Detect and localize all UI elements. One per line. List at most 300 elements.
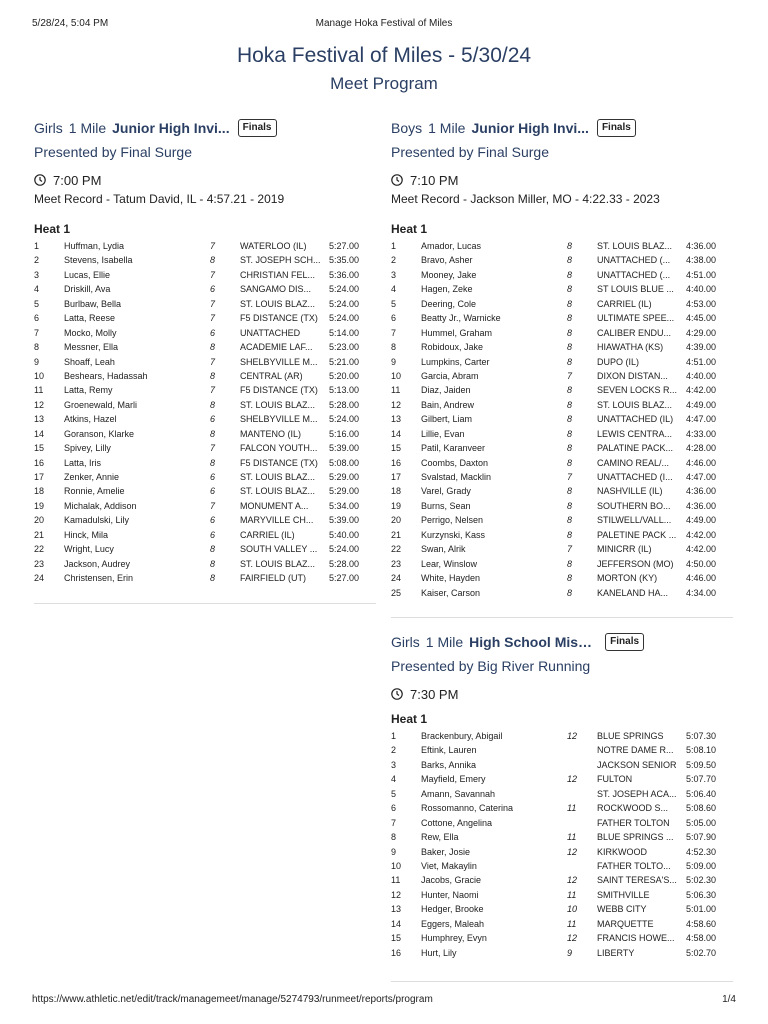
entry-seed: 4:36.00 [686, 486, 717, 497]
entry-seed: 5:06.30 [686, 889, 717, 900]
entry-name: Zenker, Annie [64, 472, 120, 482]
entry-place: 16 [34, 457, 45, 468]
entry-name: Amador, Lucas [421, 241, 482, 251]
event-girls-junior-high [34, 117, 376, 587]
event-sponsor: Presented by Final Surge [391, 144, 549, 160]
section-divider [34, 603, 376, 604]
entry-seed: 5:39.00 [329, 443, 360, 454]
entry-seed: 5:02.30 [686, 875, 717, 886]
entry-name: Varel, Grady [421, 486, 471, 497]
entry-seed: 5:13.00 [329, 385, 360, 396]
entry-row [34, 312, 376, 326]
entry-row [391, 860, 733, 874]
page-url: https://www.athletic.net/edit/track/managemeet/manage/5274793/runmeet/reports/program [32, 994, 433, 1005]
entry-seed: 5:36.00 [329, 269, 360, 280]
entry-place: 10 [391, 370, 402, 381]
entry-place: 24 [34, 573, 45, 584]
entry-place: 16 [391, 457, 402, 468]
entry-name: Eggers, Maleah [421, 918, 485, 929]
entry-grade: 8 [567, 241, 573, 251]
entry-name: Hummel, Graham [421, 327, 493, 338]
entry-seed: 4:42.00 [686, 529, 717, 540]
entry-name: Jacobs, Gracie [421, 875, 482, 886]
entry-team: CARRIEL (IL) [597, 298, 652, 309]
event-start-time: 7:30 PM [410, 686, 459, 702]
entry-grade: 7 [567, 370, 573, 381]
entry-grade: 8 [210, 342, 216, 353]
entry-row [391, 500, 733, 514]
entry-team: STILWELL/VALL... [597, 515, 672, 526]
entry-place: 17 [391, 472, 402, 482]
entry-place: 9 [34, 356, 40, 367]
entry-grade: 7 [210, 241, 216, 251]
entry-place: 1 [34, 241, 40, 251]
entry-seed: 5:05.00 [686, 817, 717, 828]
entry-seed: 5:07.70 [686, 774, 717, 785]
entry-name: Lear, Winslow [421, 558, 478, 569]
entry-grade: 11 [567, 918, 577, 929]
entry-team: UNATTACHED (IL) [597, 414, 674, 425]
heat-label: Heat 1 [391, 222, 428, 236]
entry-grade: 6 [210, 472, 216, 482]
entry-grade: 7 [567, 472, 573, 482]
entry-place: 13 [34, 414, 45, 425]
entry-seed: 4:40.00 [686, 370, 717, 381]
entry-seed: 5:08.10 [686, 745, 717, 756]
entry-seed: 5:23.00 [329, 342, 360, 353]
entry-grade: 8 [210, 573, 216, 584]
document-subtitle: Meet Program [330, 74, 438, 93]
entry-team: CENTRAL (AR) [240, 370, 303, 381]
entry-place: 12 [34, 399, 45, 410]
entry-row [391, 341, 733, 355]
entry-seed: 5:09.00 [686, 860, 717, 871]
entry-place: 15 [391, 933, 402, 944]
entry-team: FRANCIS HOWE... [597, 933, 675, 944]
entry-name: Mocko, Molly [64, 327, 117, 338]
entry-team: SMITHVILLE [597, 889, 650, 900]
entry-team: MARYVILLE CH... [240, 515, 314, 526]
entry-team: UNATTACHED (... [597, 255, 671, 266]
entry-seed: 5:24.00 [329, 284, 360, 295]
entry-row [34, 399, 376, 413]
entry-row [391, 428, 733, 442]
entry-name: Hagen, Zeke [421, 284, 473, 295]
entry-row [34, 500, 376, 514]
entry-seed: 4:52.30 [686, 846, 717, 857]
entry-place: 11 [391, 875, 401, 886]
entry-team: WEBB CITY [597, 904, 647, 915]
entry-team: CARRIEL (IL) [240, 529, 295, 540]
entry-seed: 5:24.00 [329, 414, 360, 425]
entry-grade: 6 [210, 414, 216, 425]
entry-team: ST. LOUIS BLAZ... [240, 298, 316, 309]
entry-name: Coombs, Daxton [421, 457, 489, 468]
entry-place: 5 [391, 298, 397, 309]
event-distance: 1 Mile [428, 120, 466, 136]
entry-grade: 8 [567, 529, 573, 540]
entry-seed: 4:39.00 [686, 342, 717, 353]
entry-grade: 8 [210, 558, 216, 569]
entry-row [34, 356, 376, 370]
entry-row [34, 341, 376, 355]
entry-place: 11 [391, 385, 401, 396]
event-time [391, 170, 733, 190]
entry-name: Cottone, Angelina [421, 817, 493, 828]
entry-row [391, 903, 733, 917]
entry-seed: 5:39.00 [329, 515, 360, 526]
entry-grade: 9 [567, 947, 573, 958]
entry-grade: 8 [210, 428, 216, 439]
entry-seed: 5:24.00 [329, 313, 360, 324]
entry-row [34, 572, 376, 586]
entry-name: Spivey, Lilly [64, 443, 111, 454]
entry-name: White, Hayden [421, 573, 481, 584]
entry-seed: 5:08.00 [329, 457, 360, 468]
entry-team: SAINT TERESA'S... [597, 875, 677, 886]
entry-row [34, 485, 376, 499]
entry-name: Humphrey, Evyn [421, 933, 487, 944]
entry-name: Hedger, Brooke [421, 904, 484, 915]
entry-row [34, 413, 376, 427]
entry-name: Mooney, Jake [421, 269, 477, 280]
entry-place: 20 [34, 515, 45, 526]
entry-name: Ronnie, Amelie [64, 486, 125, 497]
entry-grade: 7 [210, 356, 216, 367]
entry-place: 2 [391, 745, 397, 756]
entry-name: Atkins, Hazel [64, 414, 117, 425]
entry-team: ST. LOUIS BLAZ... [240, 472, 316, 482]
entry-place: 17 [34, 472, 45, 482]
entry-row [34, 514, 376, 528]
entry-row [391, 283, 733, 297]
clock-icon [391, 174, 403, 186]
entry-grade: 6 [210, 529, 216, 540]
entry-seed: 5:21.00 [329, 356, 360, 367]
entry-name: Hinck, Mila [64, 529, 109, 540]
entry-place: 24 [391, 573, 402, 584]
entry-name: Wright, Lucy [64, 544, 114, 555]
entry-team: NASHVILLE (IL) [597, 486, 663, 497]
entry-team: DUPO (IL) [597, 356, 640, 367]
entry-grade: 12 [567, 731, 578, 741]
entry-place: 13 [391, 904, 402, 915]
entry-name: Perrigo, Nelsen [421, 515, 484, 526]
entry-place: 11 [34, 385, 44, 396]
entry-place: 3 [391, 269, 397, 280]
entry-name: Lumpkins, Carter [421, 356, 490, 367]
entry-place: 8 [391, 342, 397, 353]
entry-row [34, 428, 376, 442]
entry-place: 12 [391, 399, 402, 410]
entry-place: 3 [34, 269, 40, 280]
entry-row [34, 283, 376, 297]
entry-grade: 8 [210, 255, 216, 266]
entry-name: Amann, Savannah [421, 788, 496, 799]
entry-team: CHRISTIAN FEL... [240, 269, 316, 280]
entry-team: ST. LOUIS BLAZ... [240, 486, 316, 497]
entry-seed: 5:27.00 [329, 241, 360, 251]
entry-seed: 5:14.00 [329, 327, 360, 338]
entry-place: 23 [391, 558, 402, 569]
entry-team: UNATTACHED (... [597, 269, 671, 280]
entry-row [391, 947, 733, 961]
entry-row [391, 874, 733, 888]
entry-team: LIBERTY [597, 947, 635, 958]
event-gender: Boys [391, 120, 423, 136]
entry-place: 6 [391, 803, 397, 814]
entry-grade: 8 [567, 255, 573, 266]
entry-place: 16 [391, 947, 402, 958]
entry-row [391, 356, 733, 370]
entry-place: 3 [391, 759, 397, 770]
entry-team: HIAWATHA (KS) [597, 342, 664, 353]
entry-row [391, 298, 733, 312]
entry-name: Beatty Jr., Warnicke [421, 313, 501, 324]
entry-place: 18 [391, 486, 402, 497]
entry-row [391, 918, 733, 932]
event-name: Junior High Invi... [471, 120, 589, 136]
entry-row [391, 817, 733, 831]
entry-row [34, 370, 376, 384]
event-name: High School Miss... [469, 634, 598, 650]
entry-place: 2 [34, 255, 40, 266]
entry-grade: 11 [567, 832, 577, 843]
entry-place: 10 [34, 370, 45, 381]
heat-label: Heat 1 [391, 712, 428, 726]
entry-name: Latta, Remy [64, 385, 113, 396]
entry-name: Robidoux, Jake [421, 342, 484, 353]
entry-name: Latta, Reese [64, 313, 116, 324]
entry-grade: 8 [567, 457, 573, 468]
entry-seed: 4:33.00 [686, 428, 717, 439]
entry-team: SEVEN LOCKS R... [597, 385, 678, 396]
entry-row [391, 932, 733, 946]
event-sponsor: Presented by Big River Running [391, 658, 591, 674]
entry-seed: 5:07.30 [686, 731, 717, 741]
entry-team: F5 DISTANCE (TX) [240, 385, 318, 396]
entry-row [391, 730, 733, 744]
entry-seed: 5:28.00 [329, 558, 360, 569]
entry-place: 9 [391, 846, 397, 857]
entry-row [34, 269, 376, 283]
entry-seed: 5:40.00 [329, 529, 360, 540]
entry-row [391, 254, 733, 268]
entry-grade: 6 [210, 486, 216, 497]
entry-seed: 5:27.00 [329, 573, 360, 584]
entry-seed: 4:46.00 [686, 457, 717, 468]
finals-badge: Finals [238, 119, 277, 137]
entry-grade: 8 [567, 327, 573, 338]
entry-row [391, 558, 733, 572]
entry-place: 19 [391, 500, 402, 511]
entry-seed: 5:24.00 [329, 544, 360, 555]
entry-team: UNATTACHED [240, 327, 301, 338]
entry-place: 6 [34, 313, 40, 324]
entry-team: FAIRFIELD (UT) [240, 573, 307, 584]
entry-grade: 8 [567, 414, 573, 425]
entry-name: Swan, Alrik [421, 544, 466, 555]
entry-grade: 6 [210, 327, 216, 338]
entry-grade: 12 [567, 846, 578, 857]
entry-place: 10 [391, 860, 402, 871]
entry-team: SOUTH VALLEY ... [240, 544, 318, 555]
entry-row [34, 529, 376, 543]
entry-team: NOTRE DAME R... [597, 745, 674, 756]
entry-row [391, 240, 733, 254]
entry-place: 14 [391, 918, 402, 929]
entry-grade: 8 [567, 399, 573, 410]
entry-name: Svalstad, Macklin [421, 472, 492, 482]
entry-seed: 4:46.00 [686, 573, 717, 584]
entry-grade: 7 [210, 313, 216, 324]
entry-seed: 4:47.00 [686, 414, 717, 425]
entry-name: Garcia, Abram [421, 370, 479, 381]
entry-row [391, 773, 733, 787]
clock-icon [391, 688, 403, 700]
entry-row [34, 543, 376, 557]
entry-place: 7 [391, 327, 397, 338]
event-distance: 1 Mile [68, 120, 107, 136]
entry-seed: 5:28.00 [329, 399, 360, 410]
entry-name: Shoaff, Leah [64, 356, 115, 367]
entry-name: Mayfield, Emery [421, 774, 486, 785]
entry-team: ACADEMIE LAF... [240, 342, 313, 353]
entry-team: PALATINE PACK... [597, 443, 674, 454]
entry-row [34, 298, 376, 312]
entry-team: MORTON (KY) [597, 573, 658, 584]
entry-team: FULTON [597, 774, 633, 785]
entry-seed: 5:35.00 [329, 255, 360, 266]
entry-team: ST. LOUIS BLAZ... [597, 399, 673, 410]
entry-name: Kamadulski, Lily [64, 515, 130, 526]
entry-name: Rew, Ella [421, 832, 459, 843]
entry-grade: 8 [567, 385, 573, 396]
entry-team: KIRKWOOD [597, 846, 648, 857]
entry-team: WATERLOO (IL) [240, 241, 307, 251]
entry-place: 25 [391, 587, 402, 598]
entry-team: FALCON YOUTH... [240, 443, 318, 454]
entry-place: 9 [391, 356, 397, 367]
entry-grade: 12 [567, 875, 578, 886]
entry-row [391, 457, 733, 471]
entry-grade: 12 [567, 933, 578, 944]
meet-record: Meet Record - Tatum David, IL - 4:57.21 - 2019 [34, 192, 285, 206]
entry-name: Gilbert, Liam [421, 414, 473, 425]
entry-team: F5 DISTANCE (TX) [240, 457, 318, 468]
entry-name: Deering, Cole [421, 298, 477, 309]
entry-grade: 8 [567, 298, 573, 309]
event-distance: 1 Mile [425, 634, 464, 650]
entry-team: JEFFERSON (MO) [597, 558, 674, 569]
entry-seed: 5:08.60 [686, 803, 717, 814]
entry-seed: 4:42.00 [686, 544, 717, 555]
entry-place: 1 [391, 241, 397, 251]
entry-seed: 4:38.00 [686, 255, 717, 266]
entry-name: Kaiser, Carson [421, 587, 481, 598]
entry-name: Bain, Andrew [421, 399, 475, 410]
entry-grade: 10 [567, 904, 578, 915]
event-girls-high-school [391, 631, 733, 961]
entry-seed: 4:42.00 [686, 385, 717, 396]
entry-place: 1 [391, 731, 397, 741]
entry-seed: 5:29.00 [329, 486, 360, 497]
entry-row [34, 254, 376, 268]
entry-name: Michalak, Addison [64, 500, 137, 511]
entry-grade: 8 [210, 544, 216, 555]
entry-place: 14 [34, 428, 45, 439]
entry-list [391, 240, 733, 601]
entry-place: 6 [391, 313, 397, 324]
entry-grade: 11 [567, 889, 577, 900]
entry-seed: 4:58.00 [686, 933, 717, 944]
entry-seed: 4:51.00 [686, 356, 717, 367]
entry-place: 22 [34, 544, 45, 555]
entry-row [391, 413, 733, 427]
entry-name: Lillie, Evan [421, 428, 465, 439]
entry-place: 18 [34, 486, 45, 497]
entry-grade: 8 [567, 269, 573, 280]
entry-name: Groenewald, Marli [64, 399, 138, 410]
entry-team: MONUMENT A... [240, 500, 309, 511]
entry-row [391, 543, 733, 557]
entry-team: MINICRR (IL) [597, 544, 652, 555]
entry-place: 23 [34, 558, 45, 569]
entry-grade: 8 [567, 515, 573, 526]
entry-grade: 8 [567, 587, 573, 598]
entry-row [391, 471, 733, 485]
event-gender: Girls [391, 634, 420, 650]
entry-team: DIXON DISTAN... [597, 370, 668, 381]
entry-grade: 7 [210, 269, 216, 280]
entry-grade: 8 [567, 500, 573, 511]
entry-place: 8 [391, 832, 397, 843]
entry-team: ST LOUIS BLUE ... [597, 284, 674, 295]
entry-place: 2 [391, 255, 397, 266]
entry-row [391, 442, 733, 456]
entry-grade: 8 [567, 342, 573, 353]
entry-name: Eftink, Lauren [421, 745, 477, 756]
heat-label: Heat 1 [34, 222, 71, 236]
entry-seed: 4:34.00 [686, 587, 717, 598]
entry-row [34, 384, 376, 398]
entry-seed: 5:01.00 [686, 904, 717, 915]
entry-place: 13 [391, 414, 402, 425]
entry-row [391, 529, 733, 543]
section-divider [391, 981, 733, 982]
entry-team: MARQUETTE [597, 918, 654, 929]
event-time [391, 684, 733, 704]
entry-grade: 8 [567, 428, 573, 439]
event-sponsor: Presented by Final Surge [34, 144, 192, 160]
event-time [34, 170, 376, 190]
entry-team: ST. LOUIS BLAZ... [240, 399, 316, 410]
entry-seed: 5:06.40 [686, 788, 717, 799]
entry-grade: 8 [210, 457, 216, 468]
entry-team: ST. JOSEPH SCH... [240, 255, 321, 266]
entry-name: Jackson, Audrey [64, 558, 131, 569]
entry-row [391, 269, 733, 283]
entry-row [391, 485, 733, 499]
entry-name: Huffman, Lydia [64, 241, 125, 251]
entry-seed: 5:20.00 [329, 370, 360, 381]
entry-name: Burns, Sean [421, 500, 471, 511]
entry-row [34, 471, 376, 485]
entry-name: Patil, Karanveer [421, 443, 486, 454]
entry-grade: 8 [567, 284, 573, 295]
entry-team: PALETINE PACK ... [597, 529, 677, 540]
entry-row [391, 846, 733, 860]
